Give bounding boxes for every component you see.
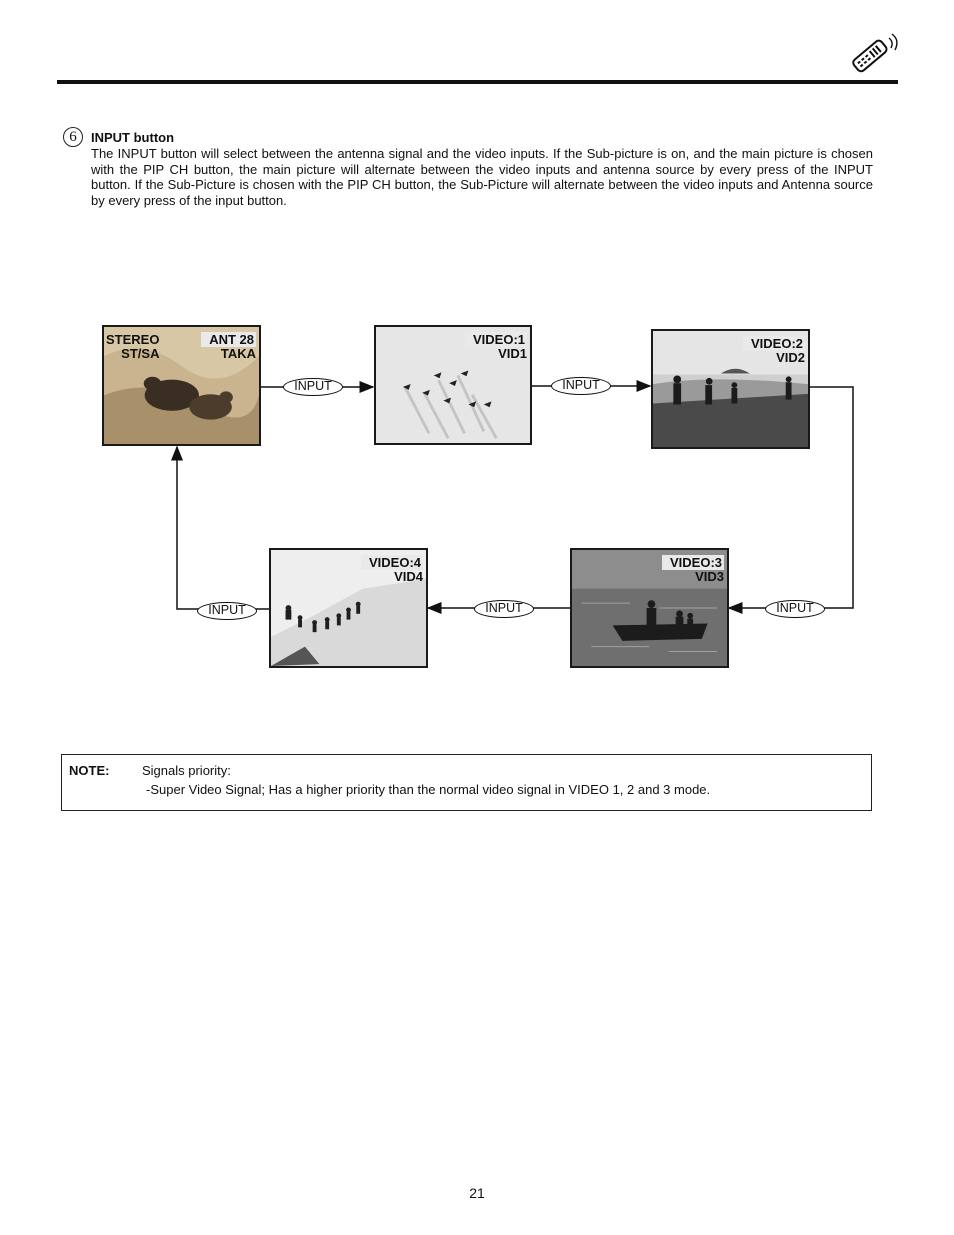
- input-pill-video4-to-ant: INPUT: [197, 602, 257, 620]
- input-pill-video2-to-video3: INPUT: [765, 600, 825, 618]
- osd-vid2-label: VID2: [776, 350, 805, 365]
- osd-vid3-label: VID3: [695, 569, 724, 584]
- osd-video2-label: VIDEO:2: [743, 336, 805, 351]
- screen-video1: [374, 325, 532, 445]
- circled-number-icon: 6: [63, 127, 83, 147]
- osd-video2: [743, 337, 805, 365]
- osd-vid4-label: VID4: [394, 569, 423, 584]
- screen-video2: [651, 329, 810, 449]
- osd-video3: [662, 556, 724, 584]
- note-line1: Signals priority:: [142, 763, 231, 778]
- screen-video3: [570, 548, 729, 668]
- osd-video3-label: VIDEO:3: [662, 555, 724, 570]
- osd-channel: [201, 333, 256, 361]
- osd-stsa-label: ST/SA: [121, 346, 160, 361]
- note-line2: -Super Video Signal; Has a higher priority than the normal video signal in VIDEO 1, 2 and 3 mode.: [146, 782, 711, 797]
- osd-video1: [465, 333, 527, 361]
- osd-station-label: TAKA: [220, 346, 256, 361]
- section-body: The INPUT button will select between the antenna signal and the video inputs. If the Sub-picture is on, and the main picture is chosen with the PIP CH button, the main picture will alternate between the video inputs and antenna source by every press of the INPUT button. If the Sub-Picture is chosen with the PIP CH button, the Sub-Picture will alternate between the video inputs and Antenna source by every press of the input button.: [91, 146, 873, 208]
- osd-video1-label: VIDEO:1: [465, 332, 527, 347]
- note-box: [61, 754, 872, 811]
- input-pill-video3-to-video4: INPUT: [474, 600, 534, 618]
- osd-stereo-label: STEREO: [106, 332, 160, 347]
- arrow-video4-to-ant: [177, 447, 269, 609]
- section-title: INPUT button: [91, 130, 175, 145]
- osd-video4: [361, 556, 423, 584]
- osd-channel-label: ANT 28: [201, 332, 256, 347]
- osd-audio-mode: [106, 333, 159, 361]
- input-pill-video1-to-video2: INPUT: [551, 377, 611, 395]
- input-pill-ant-to-video1: INPUT: [283, 378, 343, 396]
- page-number: 21: [469, 1185, 485, 1201]
- screen-video4: [269, 548, 428, 668]
- note-label: NOTE:: [69, 763, 110, 778]
- screen-antenna: [102, 325, 261, 446]
- osd-vid1-label: VID1: [498, 346, 527, 361]
- osd-video4-label: VIDEO:4: [361, 555, 423, 570]
